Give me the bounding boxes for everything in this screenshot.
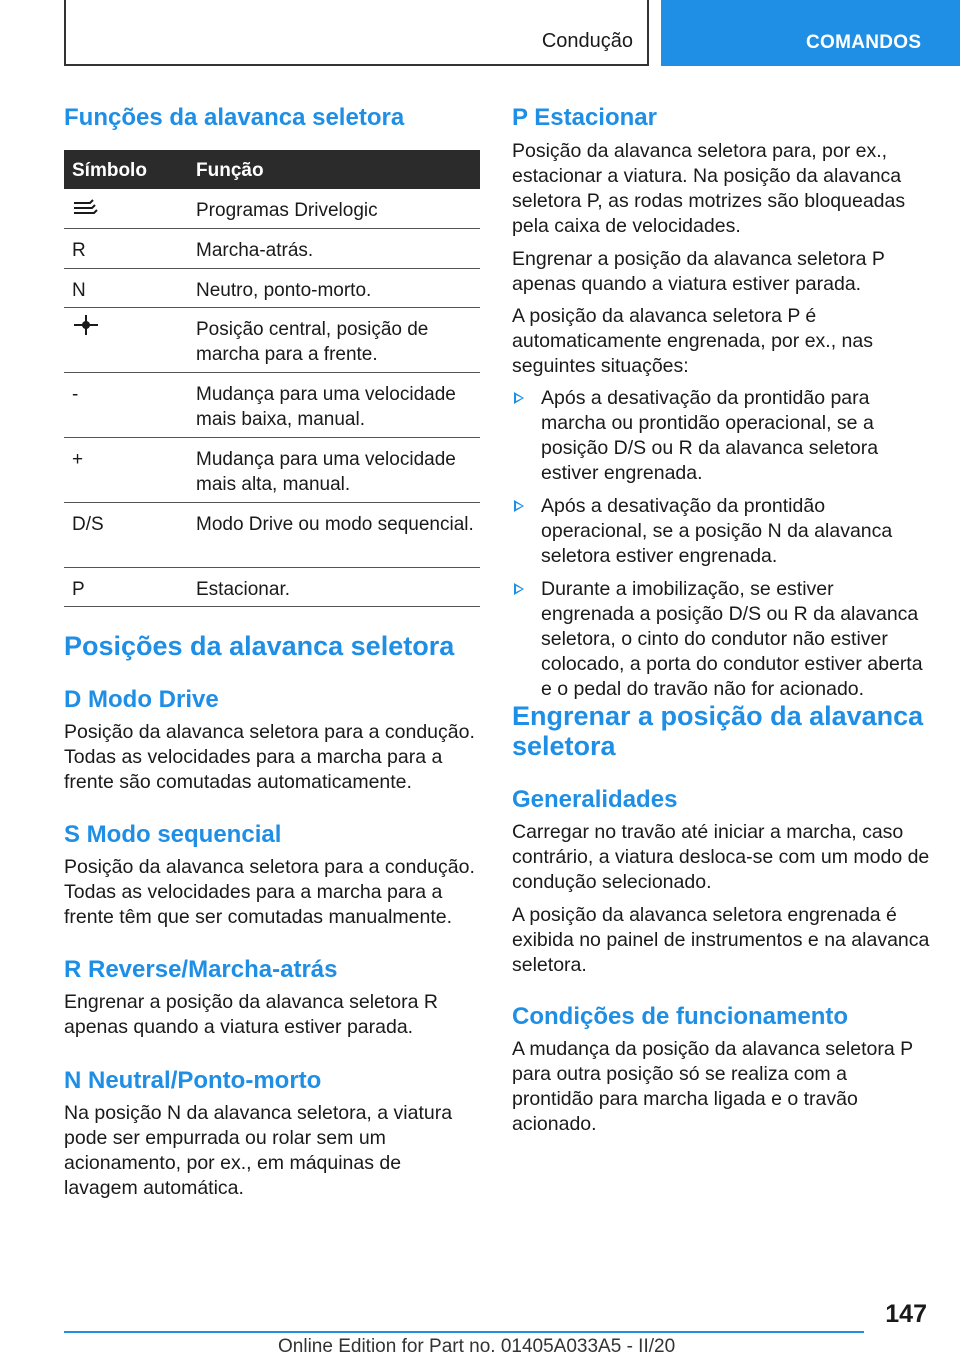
page-number: 147 xyxy=(885,1300,927,1328)
table-row xyxy=(64,308,480,373)
center-position-icon xyxy=(72,314,100,343)
table-row xyxy=(64,269,480,308)
general-text-1: Carregar no travão até iniciar a marcha, caso contrário, a viatura desloca-se com um modo de condução selecionado. xyxy=(512,821,930,893)
list-item xyxy=(512,386,930,486)
engage-title: Engrenar a posição da alavanca seletora xyxy=(512,701,924,761)
header-section-title: Condução xyxy=(541,30,633,52)
table-row xyxy=(64,568,480,607)
table-cell-function: Mudança para uma velocidade mais alta, manual. xyxy=(196,449,456,495)
p-mode-text-3: A posição da alavanca seletora P é automaticamente engrenada, por ex., nas seguintes situações: xyxy=(512,305,873,377)
general-text-2: A posição da alavanca seletora engrenada é exibida no painel de instrumentos e na alavanca seletora. xyxy=(512,904,930,976)
table-cell-function: Modo Drive ou modo sequencial. xyxy=(196,514,474,535)
p-mode-text-1: Posição da alavanca seletora para, por ex., estacionar a viatura. Na posição da alavanca seletora P, as rodas motrizes são bloqueadas pela caixa de velocidades. xyxy=(512,140,906,237)
n-mode-title: N Neutral/Ponto-morto xyxy=(64,1067,322,1094)
drivelogic-icon xyxy=(72,198,98,225)
d-mode-title: D Modo Drive xyxy=(64,686,219,713)
list-item xyxy=(512,577,930,702)
table-cell-function: Mudança para uma velocidade mais baixa, manual. xyxy=(196,384,456,430)
table-header xyxy=(64,150,480,189)
table-cell-symbol: P xyxy=(72,579,85,600)
triangle-bullet-icon xyxy=(514,583,524,595)
table-cell-symbol: - xyxy=(72,384,79,405)
r-mode-text: Engrenar a posição da alavanca seletora R apenas quando a viatura estiver parada. xyxy=(64,991,438,1038)
general-title: Generalidades xyxy=(512,786,678,813)
p-mode-text-2: Engrenar a posição da alavanca seletora P apenas quando a viatura estiver parada. xyxy=(512,248,885,295)
s-mode-title: S Modo sequencial xyxy=(64,821,282,848)
conditions-text: A mudança da posição da alavanca seletora P para outra posição só se realiza com a prontidão para marcha ligada e o travão acionado. xyxy=(512,1038,913,1135)
table-header-symbol: Símbolo xyxy=(72,160,147,181)
table-row xyxy=(64,189,480,229)
table-row xyxy=(64,438,480,503)
table-cell-symbol: + xyxy=(72,449,84,470)
triangle-bullet-icon xyxy=(514,392,524,404)
table-cell-function: Neutro, ponto-morto. xyxy=(196,280,372,301)
list-item-text: Após a desativação da prontidão para marcha ou prontidão operacional, se a posição D/S ou R da alavanca seletora estiver engrenada. xyxy=(541,387,879,484)
table-cell-symbol: D/S xyxy=(72,514,104,535)
footer-edition: Online Edition for Part no. 01405A033A5 - II/20 xyxy=(278,1336,676,1357)
header-chapter-tab xyxy=(661,0,960,66)
n-mode-text: Na posição N da alavanca seletora, a viatura pode ser empurrada ou rolar sem um acionamento, por ex., em máquinas de lavagem automática. xyxy=(64,1102,453,1199)
p-mode-title: P Estacionar xyxy=(512,104,657,131)
header-section-box xyxy=(64,0,649,66)
table-cell-function: Posição central, posição de marcha para a frente. xyxy=(196,319,429,365)
footer-divider xyxy=(64,1331,864,1333)
positions-title: Posições da alavanca seletora xyxy=(64,631,455,661)
selector-functions-table xyxy=(64,150,480,607)
table-cell-symbol: N xyxy=(72,280,86,301)
auto-park-conditions-list xyxy=(512,386,930,710)
r-mode-title: R Reverse/Marcha-atrás xyxy=(64,956,338,983)
conditions-title: Condições de funcionamento xyxy=(512,1003,849,1030)
header-chapter-title: COMANDOS xyxy=(806,32,922,53)
table-cell-function: Programas Drivelogic xyxy=(196,200,378,221)
table-cell-symbol: R xyxy=(72,240,86,261)
list-item-text: Após a desativação da prontidão operacional, se a posição N da alavanca seletora estiver engrenada. xyxy=(541,495,893,567)
d-mode-text: Posição da alavanca seletora para a condução. Todas as velocidades para a marcha para a frente são comutadas automaticamente. xyxy=(64,721,475,793)
table-title: Funções da alavanca seletora xyxy=(64,104,405,131)
s-mode-text: Posição da alavanca seletora para a condução. Todas as velocidades para a marcha para a frente têm que ser comutadas manualmente. xyxy=(64,856,475,928)
list-item xyxy=(512,494,930,569)
table-cell-function: Marcha-atrás. xyxy=(196,240,314,261)
table-row xyxy=(64,229,480,269)
triangle-bullet-icon xyxy=(514,500,524,512)
table-cell-function: Estacionar. xyxy=(196,579,290,600)
list-item-text: Durante a imobilização, se estiver engrenada a posição D/S ou R da alavanca seletora, o cinto do condutor não estiver colocado, a porta do condutor estiver aberta e o pedal do travão não for acionado. xyxy=(541,578,923,700)
table-header-function: Função xyxy=(196,160,264,181)
table-row xyxy=(64,503,480,568)
table-row xyxy=(64,373,480,438)
